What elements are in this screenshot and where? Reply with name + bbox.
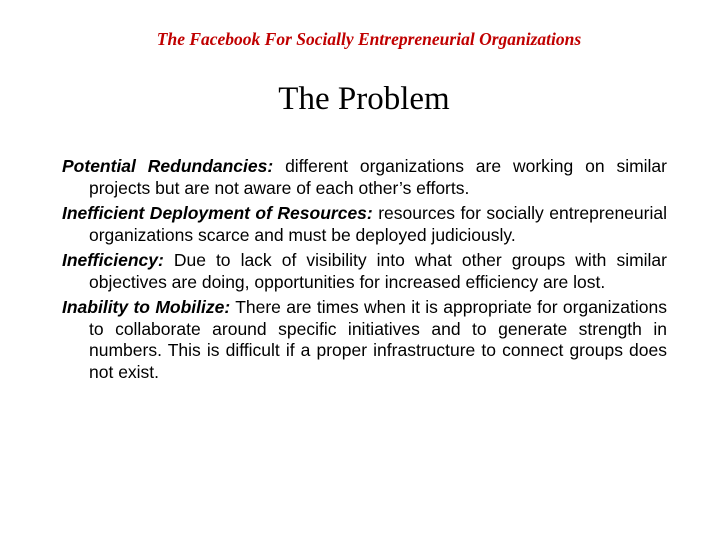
point-inefficient-deployment (62, 203, 667, 246)
point-term: Inability to Mobilize: (62, 297, 231, 317)
point-term: Potential Redundancies: (62, 156, 274, 176)
point-potential-redundancies (62, 156, 667, 199)
point-inefficiency (62, 250, 667, 293)
point-inability-to-mobilize (62, 297, 667, 383)
point-term: Inefficient Deployment of Resources: (62, 203, 373, 223)
slide-header: The Facebook For Socially Entrepreneurial Organizations (156, 29, 582, 49)
slide-body (62, 156, 667, 387)
point-text: There are times when it is appropriate for organizations to collaborate around specific initiatives and to generate strength in numbers. This is difficult if a proper infrastructure to connect groups does not exist. (89, 297, 667, 382)
point-text: Due to lack of visibility into what other groups with similar objectives are doing, opportunities for increased efficiency are lost. (89, 250, 667, 292)
point-term: Inefficiency: (62, 250, 164, 270)
point-text: different organizations are working on similar projects but are not aware of each other’s efforts. (89, 156, 667, 198)
point-text: resources for socially entrepreneurial organizations scarce and must be deployed judiciously. (89, 203, 667, 245)
slide-title: The Problem (278, 81, 450, 117)
